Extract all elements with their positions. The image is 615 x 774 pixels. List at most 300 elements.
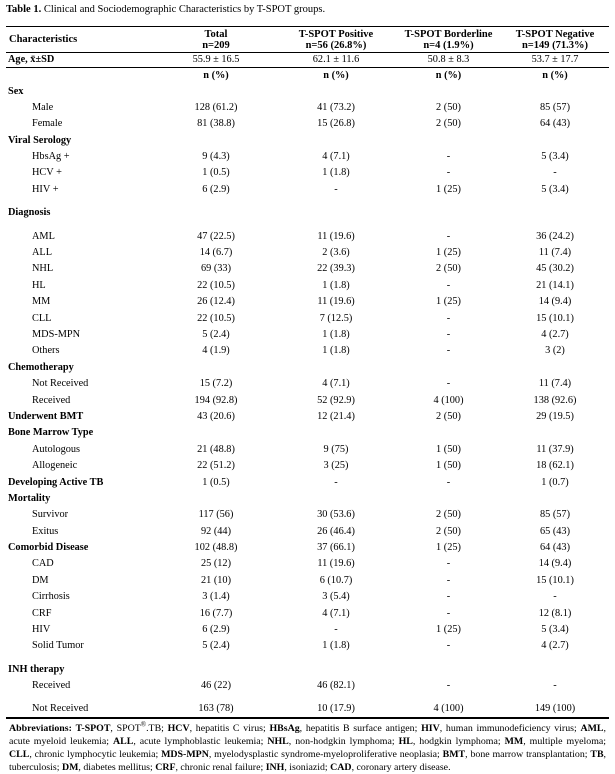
category-row bbox=[6, 425, 609, 441]
table-row bbox=[6, 376, 609, 392]
row-value: 14 (9.4) bbox=[538, 558, 572, 570]
row-label: Autologous bbox=[32, 443, 81, 455]
row-value: 11 (7.4) bbox=[538, 247, 572, 259]
abbreviation-term: INH bbox=[265, 762, 285, 774]
row-value: - bbox=[553, 680, 557, 692]
header-tspot-borderline: T-SPOT Borderline n=4 (1.9%) bbox=[396, 27, 501, 53]
row-label: Sex bbox=[8, 85, 24, 97]
row-label: Comorbid Disease bbox=[8, 542, 89, 554]
document-page bbox=[6, 0, 609, 774]
header-tspot-negative: T-SPOT Negative n=149 (71.3%) bbox=[501, 27, 609, 53]
row-label: HL bbox=[32, 279, 46, 291]
row-label: MM bbox=[32, 296, 51, 308]
row-value: - bbox=[334, 624, 338, 636]
abbreviations-heading: Abbreviations: bbox=[9, 723, 72, 735]
abbreviation-definition: , non-hodgkin lymphoma; bbox=[288, 736, 399, 748]
row-value: 117 (56) bbox=[198, 509, 234, 521]
abbreviation-term: HBsAg bbox=[269, 723, 300, 735]
row-value: 15 (26.8) bbox=[317, 118, 355, 130]
abbreviation-definition: , human immunodeficiency virus; bbox=[439, 723, 581, 735]
row-value: 194 (92.8) bbox=[194, 394, 238, 406]
row-label: Underwent BMT bbox=[8, 410, 84, 422]
row-value: n (%) bbox=[435, 69, 462, 81]
row-value: 50.8 ± 8.3 bbox=[427, 53, 470, 65]
row-value: - bbox=[446, 230, 451, 242]
row-value bbox=[276, 222, 396, 229]
row-value bbox=[276, 84, 396, 100]
table-row bbox=[6, 311, 609, 327]
row-value: 1 (50) bbox=[436, 443, 461, 455]
row-label: CAD bbox=[32, 558, 54, 570]
abbreviation-term: HIV bbox=[421, 723, 440, 735]
abbreviation-term: CRF bbox=[155, 762, 176, 774]
abbreviation-definition: , chronic lymphocytic leukemia; bbox=[29, 749, 162, 761]
header-total: Total n=209 bbox=[156, 27, 276, 53]
caption-text: Clinical and Sociodemographic Characteristics by T-SPOT groups. bbox=[43, 4, 326, 15]
table-row bbox=[6, 622, 609, 638]
category-row bbox=[6, 133, 609, 149]
table-row bbox=[6, 507, 609, 523]
row-label: Mortality bbox=[8, 492, 51, 504]
row-value: 5 (2.4) bbox=[202, 640, 230, 652]
row-value bbox=[156, 491, 276, 507]
abbreviation-term: TB bbox=[590, 749, 604, 761]
row-value: - bbox=[553, 591, 557, 603]
row-value bbox=[396, 198, 501, 205]
abbreviation-term: HCV bbox=[167, 723, 190, 735]
row-value: 14 (9.4) bbox=[538, 296, 572, 308]
row-value: 22 (10.5) bbox=[197, 312, 235, 324]
row-value: 2 (50) bbox=[436, 263, 461, 275]
row-value: 4 (7.1) bbox=[322, 378, 350, 390]
row-value bbox=[501, 491, 609, 507]
row-value: 41 (73.2) bbox=[317, 101, 355, 113]
characteristics-table bbox=[6, 26, 609, 718]
caption-label: Table 1. bbox=[6, 4, 42, 15]
table-row bbox=[6, 68, 609, 84]
row-label: Viral Serology bbox=[8, 134, 72, 146]
row-value: 128 (61.2) bbox=[194, 101, 238, 113]
row-value: n (%) bbox=[203, 69, 229, 81]
abbreviation-definition: , chronic renal failure; bbox=[175, 762, 266, 774]
row-label: HIV + bbox=[32, 183, 59, 195]
table-row bbox=[6, 524, 609, 540]
row-value: 3 (1.4) bbox=[202, 591, 230, 603]
row-value bbox=[501, 205, 609, 221]
row-value: 1 (0.5) bbox=[202, 476, 230, 488]
row-label: HCV + bbox=[32, 167, 62, 179]
row-label: Received bbox=[32, 394, 71, 406]
row-label: CRF bbox=[32, 607, 52, 619]
row-label bbox=[6, 655, 156, 662]
abbreviation-definition: , myelodysplastic syndrome-myeloproliferative neoplasia; bbox=[208, 749, 443, 761]
row-value: 64 (43) bbox=[539, 118, 571, 130]
row-value: 2 (50) bbox=[436, 509, 461, 521]
row-value: 64 (43) bbox=[539, 542, 571, 554]
row-value bbox=[156, 695, 276, 702]
abbreviation-definition: , coronary artery disease. bbox=[351, 762, 451, 774]
row-value bbox=[276, 662, 396, 678]
row-label: Allogeneic bbox=[32, 460, 78, 472]
row-value: 15 (10.1) bbox=[536, 574, 574, 586]
table-row bbox=[6, 165, 609, 181]
row-value: 1 (0.5) bbox=[202, 167, 230, 179]
category-row bbox=[6, 474, 609, 490]
row-label: Solid Tumor bbox=[32, 640, 84, 652]
spacer-row bbox=[6, 695, 609, 702]
abbreviation-definition: .TB; bbox=[146, 723, 168, 735]
row-value bbox=[276, 695, 396, 702]
abbreviation-term: T-SPOT bbox=[75, 723, 111, 735]
row-value: 30 (53.6) bbox=[317, 509, 355, 521]
row-value bbox=[276, 198, 396, 205]
row-value: - bbox=[446, 640, 451, 652]
table-row bbox=[6, 149, 609, 165]
row-value: 46 (22) bbox=[200, 680, 232, 692]
row-value: 11 (19.6) bbox=[317, 296, 355, 308]
row-value: 1 (1.8) bbox=[322, 345, 350, 357]
row-value: 138 (92.6) bbox=[533, 394, 577, 406]
row-value bbox=[396, 360, 501, 376]
row-label: Bone Marrow Type bbox=[8, 427, 94, 439]
row-value: 81 (38.8) bbox=[197, 118, 235, 130]
row-value: 26 (12.4) bbox=[197, 296, 235, 308]
row-value: 11 (19.6) bbox=[317, 558, 355, 570]
row-value: - bbox=[446, 574, 451, 586]
row-value: - bbox=[446, 607, 451, 619]
row-label: DM bbox=[32, 574, 49, 586]
abbreviation-term: HL bbox=[398, 736, 413, 748]
row-label bbox=[6, 222, 156, 229]
category-row bbox=[6, 84, 609, 100]
row-label: MDS-MPN bbox=[32, 328, 81, 340]
row-value bbox=[156, 198, 276, 205]
table-row bbox=[6, 327, 609, 343]
row-value: 4 (100) bbox=[433, 703, 464, 715]
row-value: 2 (3.6) bbox=[322, 247, 350, 259]
row-value: 5 (3.4) bbox=[541, 151, 569, 163]
row-value bbox=[501, 360, 609, 376]
table-row bbox=[6, 573, 609, 589]
row-value bbox=[156, 133, 276, 149]
table-caption bbox=[6, 4, 609, 18]
row-value bbox=[156, 662, 276, 678]
table-row bbox=[6, 278, 609, 294]
row-value: - bbox=[446, 345, 451, 357]
table-row bbox=[6, 229, 609, 245]
row-value: - bbox=[446, 680, 451, 692]
row-value: 2 (50) bbox=[436, 101, 461, 113]
row-value: 25 (12) bbox=[200, 558, 232, 570]
row-value: 1 (25) bbox=[436, 296, 461, 308]
row-label: INH therapy bbox=[8, 663, 65, 675]
abbreviation-definition: , diabetes mellitus; bbox=[78, 762, 156, 774]
row-value bbox=[501, 198, 609, 205]
table-row bbox=[6, 442, 609, 458]
row-value bbox=[156, 205, 276, 221]
row-value: 45 (30.2) bbox=[536, 263, 574, 275]
row-label: Male bbox=[32, 101, 54, 113]
row-value: 92 (44) bbox=[200, 525, 232, 537]
row-value: - bbox=[446, 476, 451, 488]
row-value bbox=[276, 491, 396, 507]
abbreviation-term: AML bbox=[580, 723, 604, 735]
row-value: - bbox=[446, 328, 451, 340]
row-value bbox=[396, 222, 501, 229]
row-value: 22 (10.5) bbox=[197, 279, 235, 291]
abbreviation-definition: , hodgkin lymphoma; bbox=[412, 736, 505, 748]
category-row bbox=[6, 491, 609, 507]
row-value: 149 (100) bbox=[534, 703, 576, 715]
row-value: 14 (6.7) bbox=[199, 247, 233, 259]
row-value: 1 (0.7) bbox=[541, 476, 569, 488]
row-value bbox=[156, 360, 276, 376]
row-value: n (%) bbox=[542, 69, 568, 81]
row-label: CLL bbox=[32, 312, 52, 324]
abbreviation-definition: , tuberculosis; bbox=[9, 749, 607, 774]
row-value bbox=[396, 205, 501, 221]
row-value: 3 (5.4) bbox=[322, 591, 350, 603]
row-value: 9 (4.3) bbox=[202, 151, 230, 163]
row-value: 2 (50) bbox=[436, 525, 461, 537]
row-value: 26 (46.4) bbox=[317, 525, 355, 537]
row-label: Others bbox=[32, 345, 60, 357]
row-value: 4 (2.7) bbox=[541, 640, 569, 652]
row-value bbox=[276, 425, 396, 441]
row-value: 36 (24.2) bbox=[536, 230, 574, 242]
row-value: - bbox=[446, 151, 451, 163]
row-value: 3 (25) bbox=[323, 460, 349, 472]
row-value bbox=[156, 84, 276, 100]
row-value: - bbox=[334, 183, 338, 195]
row-label bbox=[6, 68, 156, 84]
abbreviation-term: MDS-MPN bbox=[161, 749, 209, 761]
abbreviation-term: CLL bbox=[9, 749, 30, 761]
row-value: - bbox=[446, 167, 451, 179]
category-row bbox=[6, 540, 609, 556]
row-value: 5 (3.4) bbox=[541, 183, 569, 195]
row-value: 6 (2.9) bbox=[202, 183, 230, 195]
row-label: Exitus bbox=[32, 525, 59, 537]
row-value: 4 (100) bbox=[433, 394, 464, 406]
row-value bbox=[156, 425, 276, 441]
row-label: Age, x̄±SD bbox=[8, 53, 55, 65]
row-value: 1 (1.8) bbox=[322, 328, 350, 340]
row-value: 12 (21.4) bbox=[317, 410, 355, 422]
row-value: 55.9 ± 16.5 bbox=[192, 53, 240, 65]
header-tspot-positive: T-SPOT Positive n=56 (26.8%) bbox=[276, 27, 396, 53]
row-value bbox=[501, 655, 609, 662]
abbreviation-definition: , hepatitis C virus; bbox=[189, 723, 270, 735]
category-row bbox=[6, 662, 609, 678]
row-value: 1 (1.8) bbox=[322, 167, 350, 179]
table-row bbox=[6, 261, 609, 277]
row-value: - bbox=[446, 378, 451, 390]
row-value bbox=[396, 662, 501, 678]
abbreviation-definition: , acute myeloid leukemia; bbox=[9, 723, 606, 748]
row-value: 43 (20.6) bbox=[197, 410, 235, 422]
row-value bbox=[276, 655, 396, 662]
abbreviation-definition: , SPOT bbox=[110, 723, 141, 735]
abbreviation-definition: , isoniazid; bbox=[284, 762, 331, 774]
row-label: Chemotherapy bbox=[8, 361, 74, 373]
category-row bbox=[6, 409, 609, 425]
table-row bbox=[6, 702, 609, 718]
abbreviation-term: CAD bbox=[330, 762, 352, 774]
row-value: 6 (10.7) bbox=[319, 574, 353, 586]
row-value: 15 (7.2) bbox=[199, 378, 233, 390]
abbreviation-term: DM bbox=[61, 762, 79, 774]
row-value: 7 (12.5) bbox=[319, 312, 353, 324]
row-value: 1 (1.8) bbox=[322, 640, 350, 652]
row-label: HbsAg + bbox=[32, 151, 70, 163]
row-label: Not Received bbox=[32, 378, 89, 390]
row-value: n (%) bbox=[323, 69, 349, 81]
row-label: Developing Active TB bbox=[8, 476, 104, 488]
row-value: 2 (50) bbox=[436, 410, 461, 422]
table-row bbox=[6, 53, 609, 68]
row-value bbox=[276, 360, 396, 376]
row-label: Diagnosis bbox=[8, 207, 51, 219]
row-label: HIV bbox=[32, 624, 51, 636]
row-value: - bbox=[334, 476, 338, 488]
abbreviation-definition: , hepatitis B surface antigen; bbox=[299, 723, 422, 735]
table-body bbox=[6, 53, 609, 718]
table-row bbox=[6, 556, 609, 572]
row-label bbox=[6, 695, 156, 702]
table-row bbox=[6, 100, 609, 116]
row-value: 18 (62.1) bbox=[536, 460, 574, 472]
spacer-row bbox=[6, 222, 609, 229]
table-row bbox=[6, 343, 609, 359]
row-value: 1 (25) bbox=[436, 247, 461, 259]
row-value bbox=[396, 695, 501, 702]
row-value: 4 (1.9) bbox=[202, 345, 230, 357]
row-value: 22 (39.3) bbox=[317, 263, 355, 275]
table-row bbox=[6, 393, 609, 409]
row-label bbox=[6, 198, 156, 205]
abbreviation-definition: , acute lymphoblastic leukemia; bbox=[133, 736, 268, 748]
abbreviation-term: BMT bbox=[442, 749, 466, 761]
row-label: NHL bbox=[32, 263, 54, 275]
row-value: 5 (2.4) bbox=[202, 328, 230, 340]
row-value: 47 (22.5) bbox=[197, 230, 235, 242]
row-value: 9 (75) bbox=[323, 443, 349, 455]
category-row bbox=[6, 360, 609, 376]
table-row bbox=[6, 638, 609, 654]
row-value bbox=[501, 133, 609, 149]
row-value: - bbox=[553, 167, 557, 179]
row-value bbox=[501, 695, 609, 702]
table-row bbox=[6, 294, 609, 310]
row-value: 21 (14.1) bbox=[536, 279, 574, 291]
row-value: 29 (19.5) bbox=[536, 410, 574, 422]
row-label: Not Received bbox=[32, 703, 89, 715]
table-row bbox=[6, 606, 609, 622]
row-value: 3 (2) bbox=[545, 345, 565, 357]
row-value: 11 (7.4) bbox=[538, 378, 572, 390]
abbreviation-term: ALL bbox=[113, 736, 134, 748]
row-value: 6 (2.9) bbox=[202, 624, 230, 636]
category-row bbox=[6, 205, 609, 221]
row-value: 4 (7.1) bbox=[322, 607, 350, 619]
abbreviation-term: MM bbox=[504, 736, 524, 748]
row-value: 11 (19.6) bbox=[317, 230, 355, 242]
abbreviation-definition: , bone marrow transplantation; bbox=[465, 749, 591, 761]
row-label: AML bbox=[32, 230, 55, 242]
row-value: 163 (78) bbox=[198, 703, 234, 715]
row-value: 15 (10.1) bbox=[536, 312, 574, 324]
table-row bbox=[6, 116, 609, 132]
row-value bbox=[156, 655, 276, 662]
table-header-row bbox=[6, 27, 609, 53]
row-value: 4 (2.7) bbox=[541, 328, 569, 340]
row-value: 53.7 ± 17.7 bbox=[531, 53, 579, 65]
row-value: 65 (43) bbox=[539, 525, 571, 537]
row-value: - bbox=[446, 591, 451, 603]
row-value: 12 (8.1) bbox=[538, 607, 572, 619]
row-value: 1 (50) bbox=[436, 460, 461, 472]
row-value bbox=[156, 222, 276, 229]
row-value: 69 (33) bbox=[200, 263, 232, 275]
row-value: 10 (17.9) bbox=[317, 703, 355, 715]
row-value: 21 (48.8) bbox=[197, 443, 235, 455]
table-row bbox=[6, 589, 609, 605]
row-value bbox=[501, 662, 609, 678]
row-value bbox=[501, 425, 609, 441]
abbreviation-definition: , multiple myeloma; bbox=[523, 736, 607, 748]
registered-mark: ® bbox=[140, 721, 147, 730]
row-value: - bbox=[446, 312, 451, 324]
row-value: 16 (7.7) bbox=[199, 607, 233, 619]
row-value bbox=[396, 491, 501, 507]
row-value: 62.1 ± 11.6 bbox=[312, 53, 360, 65]
row-label: Female bbox=[32, 118, 63, 130]
row-value: 4 (7.1) bbox=[322, 151, 350, 163]
table-row bbox=[6, 245, 609, 261]
table-row bbox=[6, 458, 609, 474]
row-value: 46 (82.1) bbox=[317, 680, 355, 692]
row-value: 102 (48.8) bbox=[194, 542, 238, 554]
row-value: 1 (25) bbox=[436, 183, 461, 195]
row-label: ALL bbox=[32, 247, 53, 259]
spacer-row bbox=[6, 655, 609, 662]
row-value: 2 (50) bbox=[436, 118, 461, 130]
table-row bbox=[6, 182, 609, 198]
table-row bbox=[6, 678, 609, 694]
row-value: 21 (10) bbox=[200, 574, 232, 586]
row-value: 22 (51.2) bbox=[197, 460, 235, 472]
row-value: 5 (3.4) bbox=[541, 624, 569, 636]
row-value: 1 (25) bbox=[436, 624, 461, 636]
row-value bbox=[396, 655, 501, 662]
row-label: Survivor bbox=[32, 509, 69, 521]
row-value bbox=[396, 84, 501, 100]
row-label: Cirrhosis bbox=[32, 591, 70, 603]
row-value bbox=[501, 84, 609, 100]
row-value bbox=[501, 222, 609, 229]
row-value: 85 (57) bbox=[539, 101, 571, 113]
spacer-row bbox=[6, 198, 609, 205]
row-value: 52 (92.9) bbox=[317, 394, 355, 406]
row-value bbox=[396, 133, 501, 149]
row-value: 85 (57) bbox=[539, 509, 571, 521]
row-value bbox=[396, 425, 501, 441]
row-value: 1 (1.8) bbox=[322, 279, 350, 291]
header-characteristics: Characteristics bbox=[6, 27, 156, 53]
row-value: - bbox=[446, 279, 451, 291]
row-value: 11 (37.9) bbox=[536, 443, 574, 455]
